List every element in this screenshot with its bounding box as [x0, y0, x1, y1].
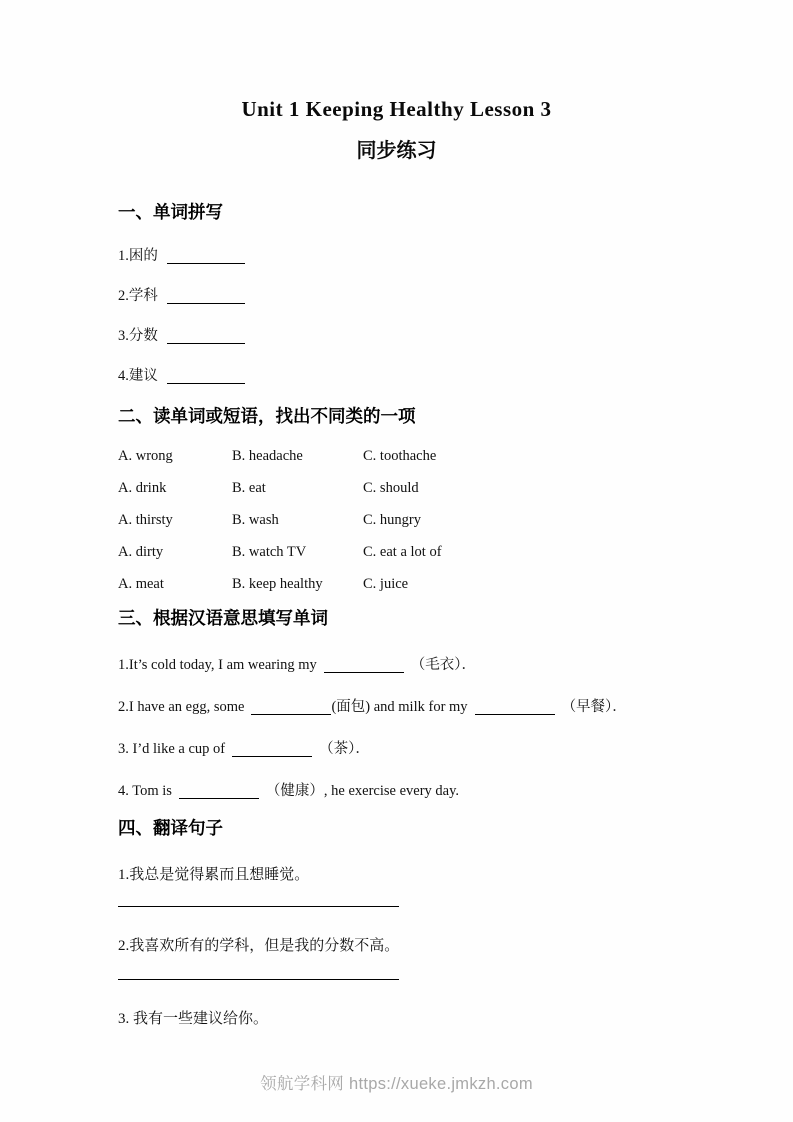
fill-in-blank	[167, 343, 245, 344]
translate-item-3: 3. 我有一些建议给你。	[118, 1011, 269, 1027]
spelling-item-4	[118, 367, 733, 385]
page-subtitle: 同步练习	[356, 140, 437, 162]
option-a: A. wrong	[118, 448, 173, 464]
page-title: Unit 1 Keeping Healthy Lesson 3	[241, 97, 552, 121]
odd-row-3	[118, 511, 733, 529]
fill-item-2-hint: （早餐）．	[561, 699, 627, 715]
translate-item-1: 1.我总是觉得累而且想睡觉。	[118, 867, 310, 883]
option-b: B. watch TV	[232, 544, 307, 560]
option-a: A. drink	[118, 480, 167, 496]
spelling-item-4-label: 4.建议	[118, 368, 158, 384]
doc-header	[0, 0, 793, 164]
option-b: B. keep healthy	[232, 576, 323, 592]
spelling-item-2-label: 2.学科	[118, 288, 158, 304]
fill-item-3-text: 3. I’d like a cup of	[118, 741, 226, 757]
fill-in-blank	[475, 714, 555, 715]
spelling-item-3	[118, 327, 733, 345]
spelling-item-1-label: 1.困的	[118, 248, 158, 264]
spelling-item-1	[118, 247, 733, 265]
option-c: C. should	[363, 480, 419, 496]
option-c: C. eat a lot of	[363, 544, 442, 560]
option-b: B. headache	[232, 448, 303, 464]
option-a: A. meat	[118, 576, 164, 592]
fill-item-2-text: 2.I have an egg, some	[118, 699, 245, 715]
footer-site-url[interactable]: https://xueke.jmkzh.com	[349, 1075, 533, 1093]
answer-line	[118, 956, 399, 980]
fill-item-1-hint: （毛衣）．	[410, 657, 477, 673]
fill-in-blank	[167, 383, 245, 384]
option-b: B. wash	[232, 512, 279, 528]
fill-item-2-mid: (面包) and milk for my	[331, 699, 468, 715]
section3-heading: 三、根据汉语意思填写单词	[118, 608, 328, 628]
fill-item-2	[118, 697, 733, 717]
section4-heading: 四、翻译句子	[118, 818, 223, 838]
fill-in-blank	[251, 714, 331, 715]
fill-in-blank	[232, 756, 312, 757]
fill-item-4	[118, 781, 733, 801]
odd-row-1	[118, 447, 733, 465]
section-translate	[118, 815, 733, 1029]
doc-footer	[0, 1070, 793, 1094]
fill-in-blank	[179, 798, 259, 799]
fill-item-4-text: 4. Tom is	[118, 783, 172, 799]
translate-item-2: 2.我喜欢所有的学科，但是我的分数不高。	[118, 938, 400, 954]
fill-item-1-text: 1.It’s cold today, I am wearing my	[118, 657, 317, 673]
fill-item-3	[118, 739, 733, 759]
odd-row-5	[118, 575, 733, 593]
answer-line	[118, 885, 399, 907]
section-word-spelling	[118, 199, 733, 385]
option-c: C. hungry	[363, 512, 421, 528]
worksheet-body	[0, 199, 793, 1029]
odd-row-2	[118, 479, 733, 497]
section-fill-words	[118, 605, 733, 801]
section1-heading: 一、单词拼写	[118, 202, 223, 222]
footer-site-name: 领航学科网	[260, 1075, 345, 1093]
fill-item-4-hint: （健康）, he exercise every day.	[265, 783, 460, 799]
fill-in-blank	[167, 303, 245, 304]
fill-in-blank	[167, 263, 245, 264]
fill-item-1	[118, 655, 733, 675]
option-c: C. toothache	[363, 448, 437, 464]
option-c: C. juice	[363, 576, 409, 592]
option-b: B. eat	[232, 480, 266, 496]
fill-in-blank	[324, 672, 404, 673]
spelling-item-2	[118, 287, 733, 305]
fill-item-3-hint: （茶）．	[319, 741, 370, 757]
spelling-item-3-label: 3.分数	[118, 328, 158, 344]
section-odd-one-out	[118, 403, 733, 593]
option-a: A. dirty	[118, 544, 164, 560]
odd-row-4	[118, 543, 733, 561]
option-a: A. thirsty	[118, 512, 173, 528]
section2-heading: 二、读单词或短语，找出不同类的一项	[118, 406, 416, 426]
